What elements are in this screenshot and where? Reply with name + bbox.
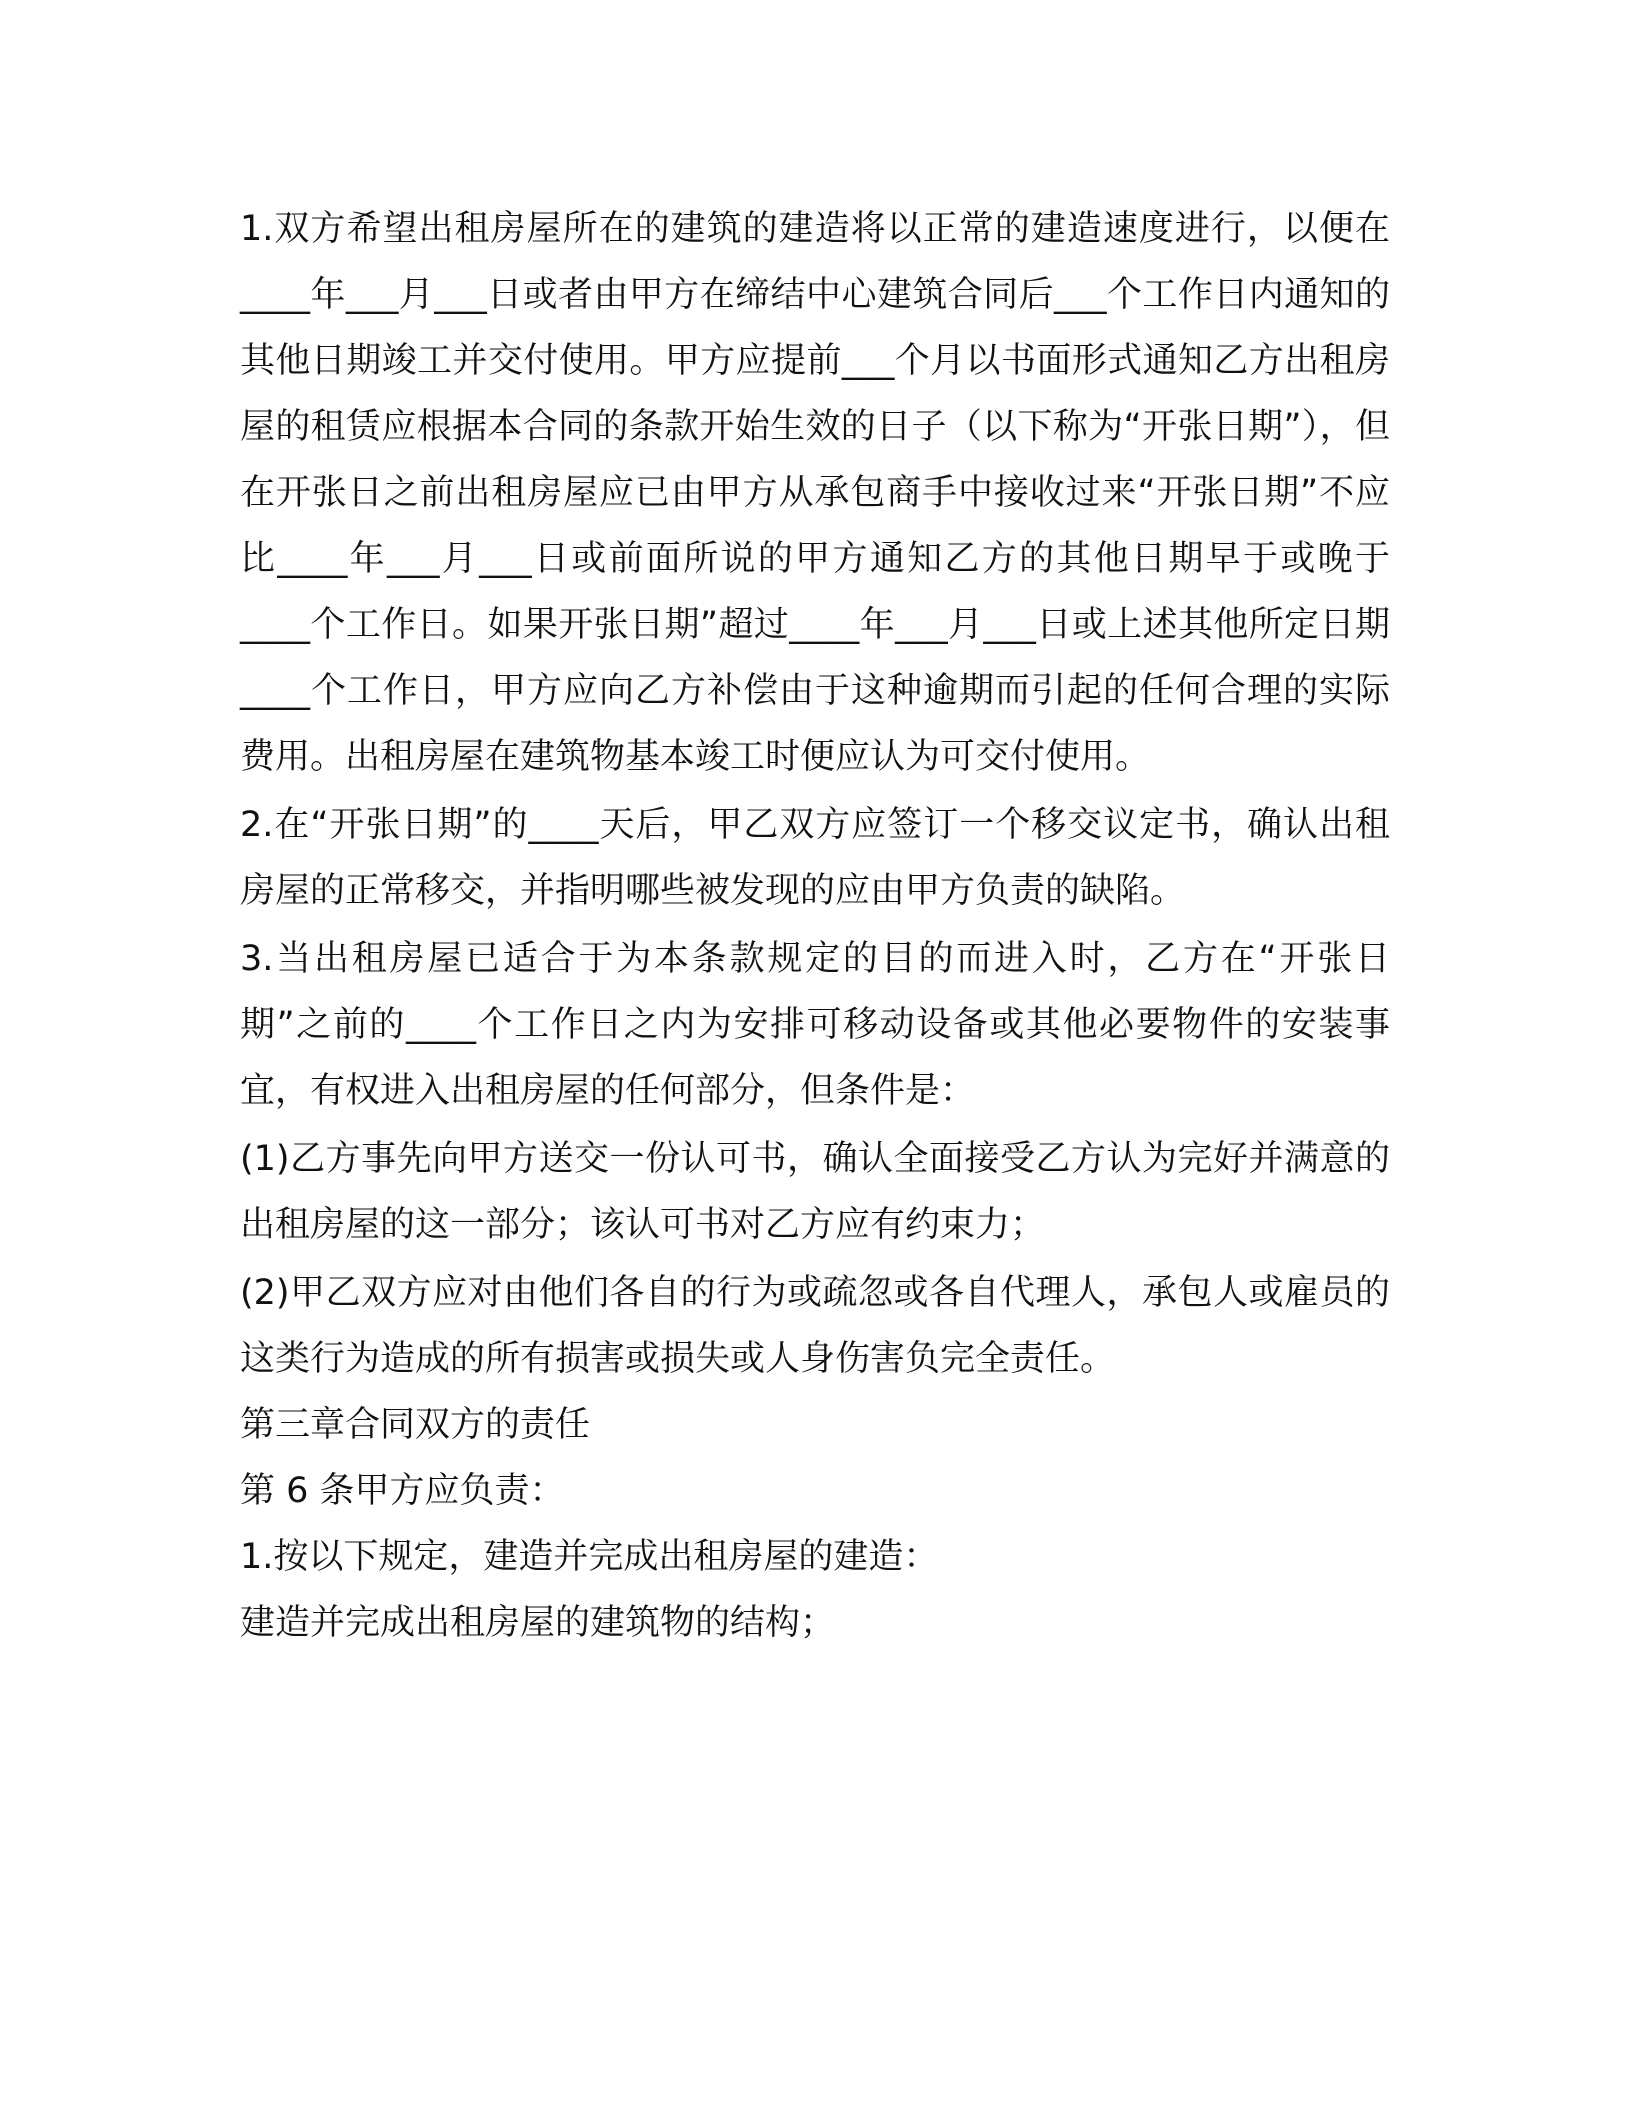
article-item-1: 1.按以下规定，建造并完成出租房屋的建造： [240,1537,939,1577]
chapter-heading: 第三章合同双方的责任 [240,1405,591,1445]
clause-3-paragraph: 3.当出租房屋已适合于为本条款规定的目的而进入时，乙方在“开张日期”之前的____个工作日之内为安排可移动设备或其他必要物件的安装事宜，有权进入出租房屋的任何部分，但条件是： [240,939,1390,1111]
article-heading: 第 6 条甲方应负责： [240,1471,565,1511]
condition-2-paragraph: (2)甲乙双方应对由他们各自的行为或疏忽或各自代理人，承包人或雇员的这类行为造成的所有损害或损失或人身伤害负完全责任。 [240,1273,1390,1379]
clause-2-paragraph: 2.在“开张日期”的____天后，甲乙双方应签订一个移交议定书，确认出租房屋的正常移交，并指明哪些被发现的应由甲方负责的缺陷。 [240,805,1390,911]
article-item-1-detail: 建造并完成出租房屋的建筑物的结构； [240,1603,836,1643]
clause-1-paragraph: 1.双方希望出租房屋所在的建筑的建造将以正常的建造速度进行，以便在____年___月___日或者由甲方在缔结中心建筑合同后___个工作日内通知的其他日期竣工并交付使用。甲方应提前___个月以书面形式通知乙方出租房屋的租赁应根据本合同的条款开始生效的日子（以下称为“开张日期”），但在开张日之前出租房屋应已由甲方从承包商手中接收过来“开张日期”不应比____年___月___日或前面所说的甲方通知乙方的其他日期早于或晚于____个工作日。如果开张日期”超过____年___月___日或上述其他所定日期____个工作日，甲方应向乙方补偿由于这种逾期而引起的任何合理的实际费用。出租房屋在建筑物基本竣工时便应认为可交付使用。 [240,209,1390,777]
condition-1-paragraph: (1)乙方事先向甲方送交一份认可书，确认全面接受乙方认为完好并满意的出租房屋的这一部分；该认可书对乙方应有约束力； [240,1139,1390,1245]
document-body [240,196,1390,1656]
